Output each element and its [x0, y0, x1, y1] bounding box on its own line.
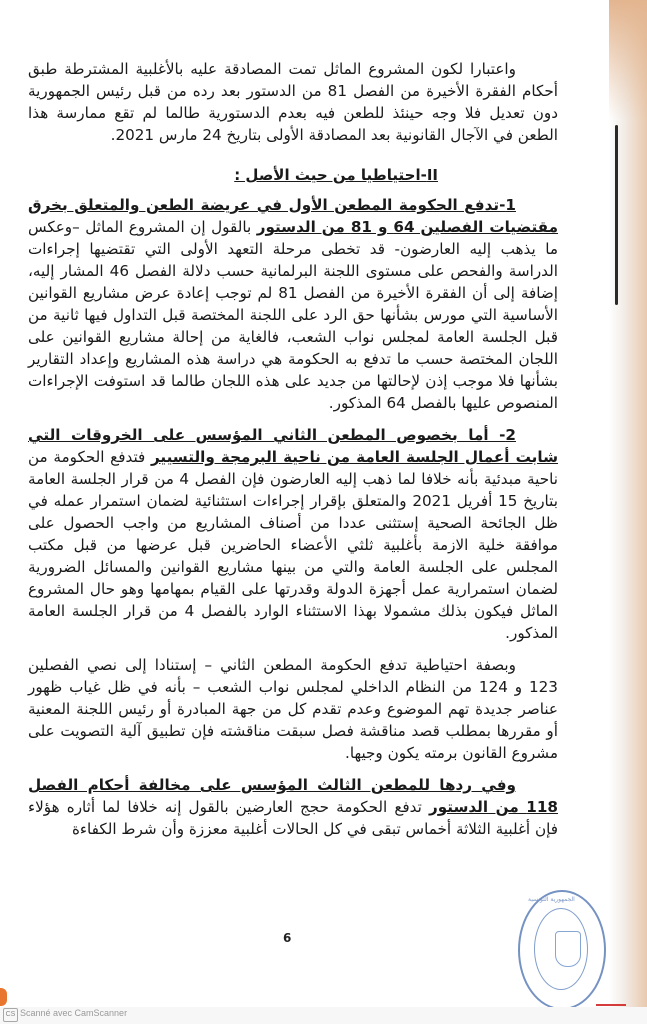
red-mark — [596, 1004, 626, 1006]
ground-3-lead: وفي ردها للمطعن الثالث المؤسس على مخالفة أحكام الفصل 118 من الدستور — [28, 776, 558, 816]
paragraph-ground-1 — [28, 194, 558, 414]
coat-of-arms-icon — [555, 931, 581, 967]
ground-3-body: تدفع الحكومة حجج العارضين بالقول إنه خلافا لما أثاره هؤلاء فإن أغلبية الثلاثة أخماس تبقى في كل الحالات أغلبية معززة وأن شرط الكفاءة — [28, 798, 558, 838]
ground-1-lead: 1-تدفع الحكومة المطعن الأول في عريضة الطعن والمتعلق بخرق مقتضيات الفصلين 64 و 81 من الدستور — [28, 196, 559, 236]
paragraph-intro: واعتبارا لكون المشروع الماثل تمت المصادقة عليه بالأغلبية المشترطة طبق أحكام الفقرة الأخيرة من الفصل 81 من الدستور بعد رده من قبل رئيس الجمهورية دون تعديل فلا وجه حينئذ للطعن فيه بعدم الدستورية طالما لم تقع ممارسة هذا الطعن في الآجال القانونية بعد المصادقة الأولى بتاريخ 24 مارس 2021. — [28, 60, 559, 144]
page-edge-line — [615, 125, 618, 305]
paragraph-ground-2 — [28, 424, 558, 644]
paragraph-ground-3 — [28, 774, 558, 840]
page-corner-mark — [0, 988, 7, 1006]
camscanner-logo-icon: CS — [3, 1008, 18, 1022]
official-stamp — [518, 890, 606, 1010]
stamp-inner-ring — [534, 908, 588, 990]
ground-2-body: فتدفع الحكومة من ناحية مبدئية بأنه خلافا لما ذهب إليه العارضون فإن الفصل 4 من قرار الجلسة العامة بتاريخ 15 أفريل 2021 والمتعلق بإقرار إجراءات استثنائية لضمان استمرار عمله في ظل الجائحة الصحية إستثنى عددا من أصناف المشاريع من واجب الحصول على موافقة خلية الازمة بأغلبية ثلثي الأعضاء الحاضرين قبل عرضها من قبل مكتب المجلس على الجلسة العامة والتي من بينها مشاريع القوانين والمسائل الضرورية لضمان استمرارية عمل أجهزة الدولة وقدرتها على القيام بمهامها وهو حال المشروع الماثل فيكون بذلك مشمولا بهذا الاستثناء الوارد بالفصل 4 من قرار الجلسة العامة المذكور. — [28, 448, 558, 642]
page-number: 6 — [283, 931, 292, 945]
document-body — [28, 58, 558, 840]
stamp-text: الجمهورية التونسية — [528, 896, 575, 903]
ground-1-body: بالقول إن المشروع الماثل –وعكس ما يذهب إليه العارضون- قد تخطى مرحلة التعهد الأولى التي تقتضيها إجراءات الدراسة والفحص على مستوى اللجنة البرلمانية حسب دلالة الفصل 46 المشار إليه، إضافة إلى أن الفقرة الأخيرة من الفصل 81 لم توجب إعادة عرض مشاريع القوانين الأساسية التي مورس بشأنها حق الرد على اللجنة المختصة قبل التداول فيها ثانية من قبل الجلسة العامة لمجلس نواب الشعب، فالغاية من إحالة مشاريع القوانين على اللجان المختصة حسب ما تدفع به الحكومة هي دراسة هذه المشاريع وإعداد التقارير بشأنها فلا موجب إذن لإحالتها من جديد على هذه اللجان طالما قد استوفت الإجراءات المنصوص عليها بالفصل 64 المذكور. — [28, 218, 558, 412]
scanner-watermark: Scanné avec CamScanner — [20, 1008, 128, 1018]
ground-2-lead: 2- أما بخصوص المطعن الثاني المؤسس على الخروقات التي شابت أعمال الجلسة العامة من ناحية البرمجة والتسيير — [28, 426, 559, 466]
page-edge-tint — [609, 0, 647, 120]
section-heading-merits: II-احتياطيا من حيث الأصل : — [234, 166, 438, 184]
paragraph-ground-2-alternative: وبصفة احتياطية تدفع الحكومة المطعن الثاني – إستنادا إلى نصي الفصلين 123 و 124 من النظام الداخلي لمجلس نواب الشعب – بأنه في ظل غياب ظهور عناصر جديدة تهم الموضوع وعدم تقدم كل من جهة المبادرة أو رئيس اللجنة المعنية أو مقررها بمطلب قصد مناقشة فصل سبقت مناقشته فإن تطبيق آلية التصويت على مشروع القانون برمته يكون وجيها. — [28, 656, 558, 762]
